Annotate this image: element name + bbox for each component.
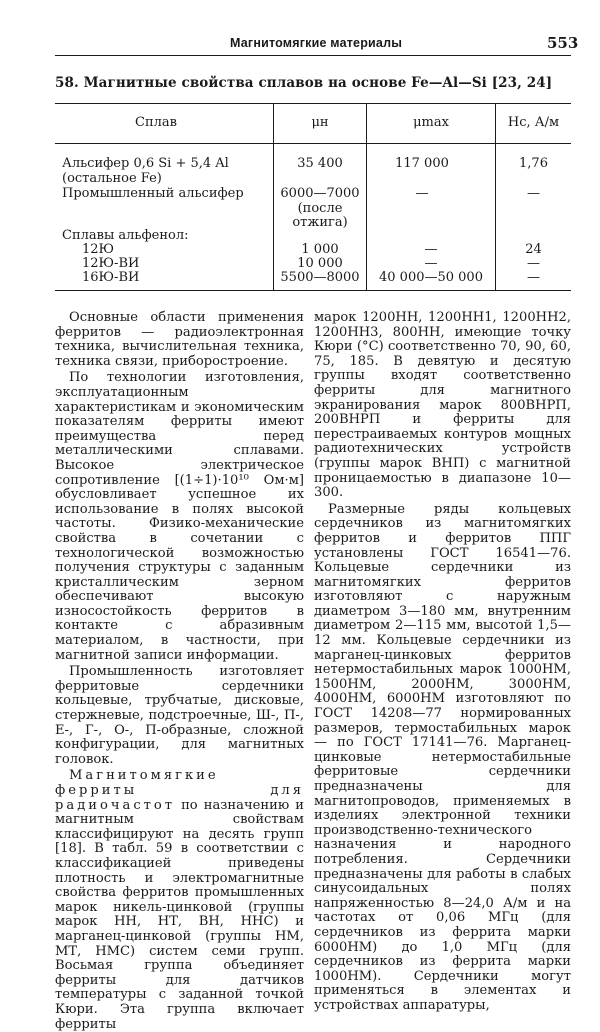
header-alloy: Сплав: [135, 115, 177, 130]
left-text-column: [55, 311, 304, 1032]
row-12yu-vi-mu-max: —: [424, 256, 438, 271]
row-alsifer-hc: 1,76: [519, 156, 548, 171]
page-number: 553: [547, 34, 579, 52]
table-bottom-rule: [55, 290, 571, 291]
row-alfenol-group: Сплавы альфенол:: [62, 228, 189, 243]
mu-n-note2: отжига): [292, 215, 348, 230]
paragraph-groups-cont: марок 1200НН, 1200НН1, 1200НН2, 1200НН3, 800НН, имеющие точку Кюри (°С) соответственно 70, 90, 60, 75, 185. В девятую и десятую группы входят соответственно ферриты для магнитного экранирования марок 800ВНРП, 200ВНРП и ферриты для перестраиваемых контуров мощных радиотехнических устройств (группы марок ВНП) с магнитной проницаемостью в диапазоне 10—300.: [314, 310, 571, 501]
table-top-rule: [55, 103, 571, 104]
row-alsifer-alloy: [62, 157, 229, 186]
spaced-term: Магнитомягкие ферриты для радиочастот: [55, 768, 304, 813]
table-header-rule: [55, 143, 571, 144]
row-12yu-vi-alloy: 12Ю-ВИ: [82, 256, 140, 271]
row-16yu-vi-hc: —: [527, 270, 540, 285]
mu-n-range: 6000—7000: [280, 186, 360, 201]
header-hc: Hc, А/м: [507, 115, 560, 130]
paragraph-technology: По технологии изготовления, эксплуатационным характеристикам и экономическим показателям ферриты имеют преимущества перед металлическими сплавами. Высокое электрическое сопротивление [(1÷1)·10¹⁰ Ом·м] обусловливает успешное их использование в полях высокой частоты. Физико-механические свойства в сочетании с технологической возможностью получения структуры с заданным кристаллическим зерном обеспечивают высокую износостойкость ферритов в контакте с абразивным материалом, в частности, при магнитной записи информации.: [55, 370, 304, 663]
row-industrial-mu-n: [274, 187, 366, 231]
mu-n-note1: (после: [297, 200, 343, 216]
paragraph-ring-cores: Размерные ряды кольцевых сердечников из магнитомягких ферритов и ферритов ППГ установлены ГОСТ 16541—76. Кольцевые сердечники из магнитомягких ферритов изготовляют с наружным диаметром 3—180 мм, внутренним диаметром 2—115 мм, высотой 1,5—12 мм. Кольцевые сердечники из марганец-цинковых ферритов нетермостабильных марок 1000НМ, 1500НМ, 2000НМ, 3000НМ, 4000НМ, 6000НМ изготовляют по ГОСТ 14208—77 нормированных размеров, термостабильных марок — по ГОСТ 17141—76. Марганец-цинковые нетермостабильные ферритовые сердечники предназначены для магнитопроводов, применяемых в изделиях электронной техники производственно-технического назначения и народного потребления. Сердечники предназначены для работы в слабых синусоидальных полях напряженностью 8—24,0 А/м и на частотах от 0,06 МГц (для сердечников из феррита марки 6000НМ) до 1,0 МГц (для сердечников из феррита марки 1000НМ). Сердечники могут применяться в элементах и устройствах аппаратуры,: [314, 501, 571, 1013]
row-16yu-vi-mu-n: 5500—8000: [280, 270, 360, 285]
alloy-name: Альсифер 0,6 Si + 5,4 Al: [62, 156, 229, 171]
row-12yu-vi-hc: —: [527, 256, 540, 271]
row-16yu-vi-mu-max: 40 000—50 000: [379, 270, 483, 285]
row-industrial-hc: —: [527, 186, 540, 201]
paragraph-rf-ferrites-body: по назначению и магнитным свойствам классифицируют на десять групп [18]. В табл. 59 в соответствии с классификацией приведены плотность и электромагнитные свойства ферритов промышленных марок никель-цинковой (группы марок НН, НТ, ВН, ННС) и марганец-цинковой (группы НМ, МТ, НМС) систем семи групп. Восьмая группа объединяет ферриты для датчиков температуры с заданной точкой Кюри. Эта группа включает ферриты: [55, 797, 304, 1032]
right-text-column: [314, 311, 571, 1014]
row-12yu-vi-mu-n: 10 000: [297, 256, 343, 271]
row-alsifer-mu-n: 35 400: [297, 156, 343, 171]
row-industrial-alloy: Промышленный альсифер: [62, 186, 244, 201]
row-12yu-alloy: 12Ю: [82, 242, 115, 257]
paragraph-industry: Промышленность изготовляет ферритовые сердечники кольцевые, трубчатые, дисковые, стержневые, подстроечные, Ш-, П-, Е-, Г-, О-, П-образные, сложной конфигурации, для магнитных головок.: [55, 664, 304, 767]
table-caption: 58. Магнитные свойства сплавов на основе Fe—Al—Si [23, 24]: [55, 75, 553, 91]
running-title: Магнитомягкие материалы: [230, 36, 403, 50]
row-industrial-mu-max: —: [415, 186, 429, 201]
paragraph-applications: Основные области применения ферритов — радиоэлектронная техника, вычислительная техника, техника связи, приборостроение.: [55, 310, 304, 369]
row-alsifer-mu-max: 117 000: [395, 156, 449, 171]
header-mu-max: μmax: [413, 115, 449, 130]
row-12yu-hc: 24: [525, 242, 542, 257]
paragraph-rf-ferrites: [55, 769, 304, 1032]
header-mu-n: μн: [311, 115, 329, 130]
row-16yu-vi-alloy: 16Ю-ВИ: [82, 270, 140, 285]
alloy-note: (остальное Fe): [62, 170, 162, 186]
header-rule: [55, 55, 571, 56]
row-12yu-mu-n: 1 000: [301, 242, 339, 257]
row-12yu-mu-max: —: [424, 242, 438, 257]
